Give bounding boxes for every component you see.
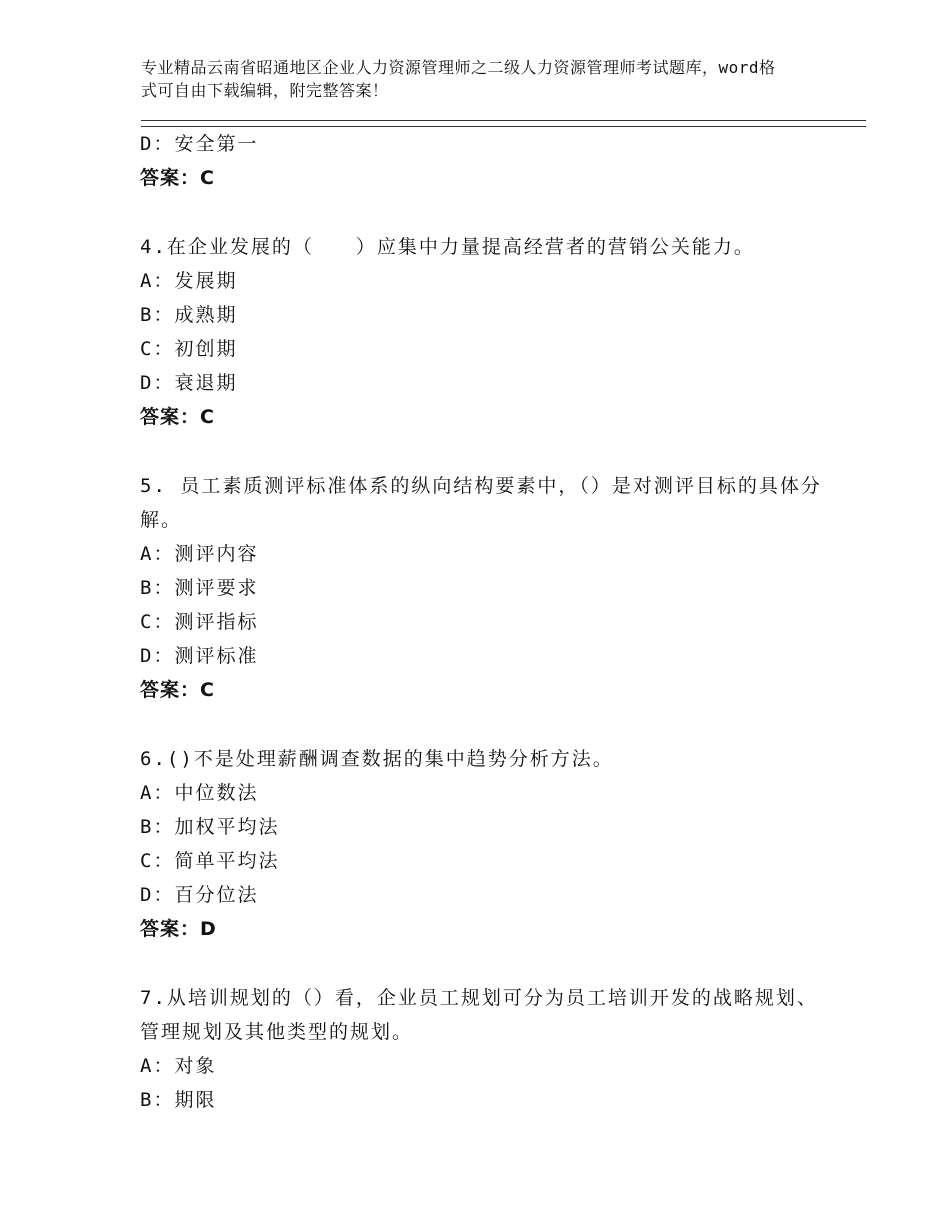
question-7 <box>140 981 830 1117</box>
option-d: D：衰退期 <box>140 372 238 394</box>
question-stem: 5. 员工素质测评标准体系的纵向结构要素中，（）是对测评目标的具体分解。 <box>140 475 822 531</box>
option-c: C：初创期 <box>140 338 238 360</box>
question-5 <box>140 469 830 707</box>
option-a: A：对象 <box>140 1055 217 1077</box>
question-stem: 6.()不是处理薪酬调查数据的集中趋势分析方法。 <box>140 748 614 770</box>
option-a: A：发展期 <box>140 270 238 292</box>
answer-line: 答案：C <box>140 679 215 701</box>
answer-line: 答案：C <box>140 167 215 189</box>
document-content <box>140 127 830 1117</box>
question-stem: 4.在企业发展的（ ）应集中力量提高经营者的营销公关能力。 <box>140 236 755 258</box>
option-b: B：测评要求 <box>140 577 259 599</box>
option-b: B：加权平均法 <box>140 816 280 838</box>
option-d: D：百分位法 <box>140 884 259 906</box>
option-d: D：测评标准 <box>140 645 259 667</box>
option-d: D：安全第一 <box>140 133 259 155</box>
question-6 <box>140 742 830 946</box>
answer-line: 答案：C <box>140 406 215 428</box>
document-header: 专业精品云南省昭通地区企业人力资源管理师之二级人力资源管理师考试题库，word格式可自由下载编辑，附完整答案！ <box>141 58 776 100</box>
header-divider <box>141 120 866 127</box>
answer-line: 答案：D <box>140 918 217 940</box>
question-4 <box>140 230 830 434</box>
option-a: A：中位数法 <box>140 782 259 804</box>
option-b: B：成熟期 <box>140 304 238 326</box>
option-a: A：测评内容 <box>140 543 259 565</box>
option-c: C：简单平均法 <box>140 850 280 872</box>
option-c: C：测评指标 <box>140 611 259 633</box>
question-stem: 7.从培训规划的（）看，企业员工规划可分为员工培训开发的战略规划、管理规划及其他类型的规划。 <box>140 987 818 1043</box>
option-b: B：期限 <box>140 1089 217 1111</box>
